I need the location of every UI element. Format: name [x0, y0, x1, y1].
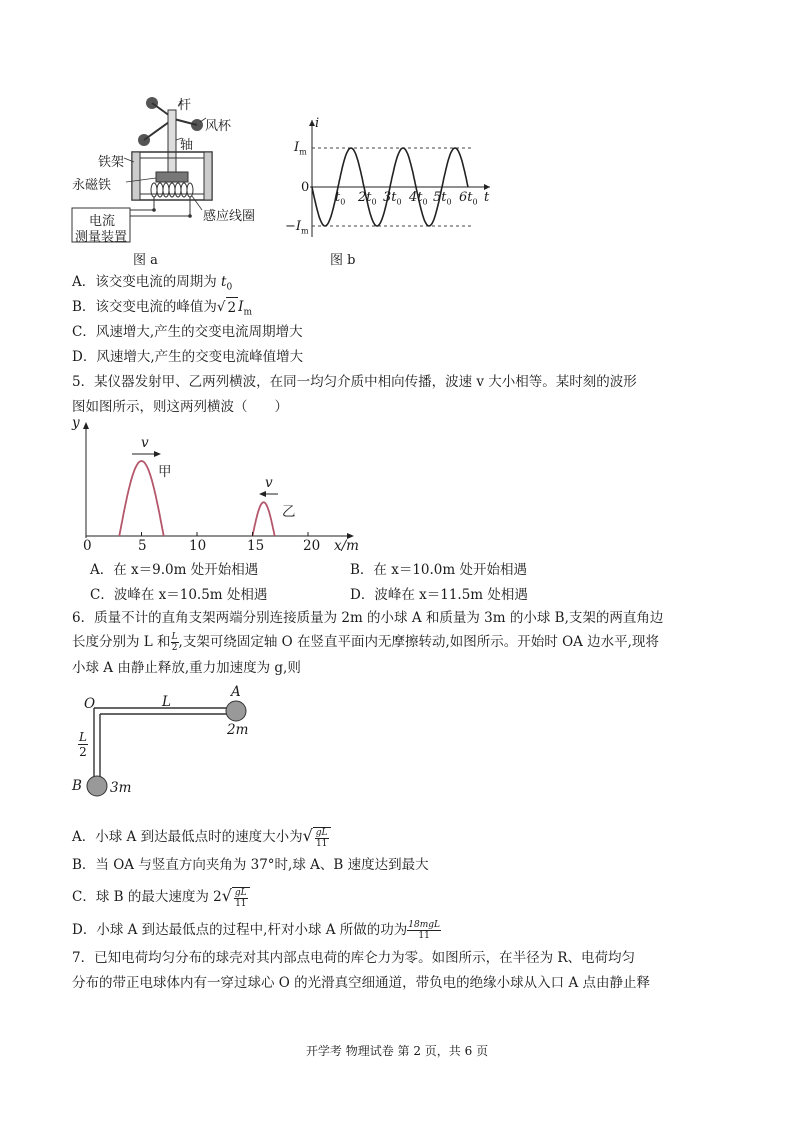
yi-v-label: v — [265, 475, 273, 491]
fig-a-label-shaft: 轴 — [180, 138, 194, 153]
q6-stem-line-1: 6．质量不计的直角支架两端分别连接质量为 2m 的小球 A 和质量为 3m 的小球 B,支架的两直角边 — [72, 610, 664, 626]
fig-b-neg-Im: $-I_m$ — [285, 219, 309, 236]
fig-b-axis-t: t — [484, 190, 490, 205]
q6-stem-line-2: 长度分别为 L 和 $\frac{L}{2}$,支架可绕固定轴 O 在竖直平面内无摩擦转动,如图所示。开始时 OA 边水平,现将 — [72, 632, 659, 653]
q7-line-1: 7．已知电荷均匀分布的球壳对其内部点电荷的库仑力为零。如图所示，在半径为 R、电荷均匀 — [72, 950, 636, 966]
fig-b-tick-1: $t_0$ — [335, 190, 346, 207]
fig-b-tick-3: $3t_0$ — [383, 190, 402, 207]
fig-a-device-line-1: 电流 — [89, 214, 116, 229]
q5-option-d: D．波峰在 x＝11.5m 处相遇 — [350, 587, 528, 603]
q6-stem-line-3: 小球 A 由静止释放,重力加速度为 g,则 — [72, 660, 301, 676]
fig-a-device-line-2: 测量装置 — [75, 230, 128, 245]
bracket-rod — [94, 708, 232, 778]
fig-b-tick-6: $6t_0$ — [459, 190, 478, 207]
permanent-magnet — [156, 172, 188, 182]
q7-line-2: 分布的带正电球体内有一穿过球心 O 的光滑真空细通道，带负电的绝缘小球从入口 A 点由静止释 — [72, 975, 650, 991]
fig6-label-3m: 3m — [110, 780, 132, 796]
q5-stem-line-2: 图如图所示，则这两列横波（ ） — [72, 399, 288, 415]
q4-option-a: A．该交变电流的周期为 $t_0$ — [72, 274, 233, 293]
fig6-label-B: B — [72, 778, 82, 794]
fig-b-tick-5: $5t_0$ — [433, 190, 452, 207]
q5-option-a: A．在 x＝9.0m 处开始相遇 — [90, 562, 259, 578]
ball-b — [87, 776, 107, 796]
fig-a-label-magnet: 永磁铁 — [72, 178, 112, 193]
q4-option-c: C．风速增大,产生的交变电流周期增大 — [72, 324, 303, 340]
q5-stem-line-1: 5．某仪器发射甲、乙两列横波，在同一均匀介质中相向传播，波速 v 大小相等。某时刻的波形 — [72, 374, 637, 390]
fig-b-Im: $I_m$ — [294, 140, 307, 157]
induction-coil — [151, 183, 193, 197]
q4-option-d: D．风速增大,产生的交变电流峰值增大 — [72, 349, 304, 365]
yi-label: 乙 — [282, 504, 296, 520]
shaft — [168, 110, 176, 176]
wave-tick-15: 15 — [247, 538, 265, 554]
fig-b-axis-i: i — [315, 116, 320, 131]
wave-tick-20: 20 — [303, 538, 321, 554]
fig-a-label-coil: 感应线圈 — [203, 209, 256, 224]
wave-tick-0: 0 — [83, 538, 92, 554]
q6-option-a: A．小球 A 到达最低点时的速度大小为√ $\frac{gL}{11}$ — [72, 822, 331, 851]
wave-yi-curve — [253, 502, 275, 536]
figure-b-current-graph — [290, 112, 500, 242]
wave-x-label: x/m — [334, 538, 359, 554]
fig-b-zero: 0 — [301, 180, 310, 195]
q6-option-b: B．当 OA 与竖直方向夹角为 37°时,球 A、B 速度达到最大 — [72, 857, 429, 873]
q6-option-c: C．球 B 的最大速度为 2√ $\frac{gL}{11}$ — [72, 882, 250, 911]
fig6-label-A: A — [231, 684, 241, 700]
q5-option-b: B．在 x＝10.0m 处开始相遇 — [350, 562, 527, 578]
fig-a-label-frame: 铁架 — [98, 155, 125, 170]
wave-tick-10: 10 — [189, 538, 207, 554]
fig6-label-O: O — [84, 696, 96, 712]
q5-option-c: C．波峰在 x＝10.5m 处相遇 — [90, 587, 268, 603]
fig6-label-2m: 2m — [227, 722, 249, 738]
fig-b-tick-4: $4t_0$ — [409, 190, 428, 207]
fig-a-label-rod: 杆 — [178, 98, 192, 113]
jia-label: 甲 — [158, 464, 172, 480]
q4-option-b: B．该交变电流的峰值为√ 2 $I_m$ — [72, 299, 253, 318]
jia-v-label: v — [141, 435, 149, 451]
fig-b-tick-2: $2t_0$ — [358, 190, 377, 207]
wave-y-label: y — [72, 415, 80, 431]
q6-option-d: D．小球 A 到达最低点的过程中,杆对小球 A 所做的功为 $\frac{\text{18mgL}}{11}$ — [72, 920, 441, 941]
fig6-label-L: L — [162, 694, 171, 710]
page-footer: 开学考 物理试卷 第 2 页，共 6 页 — [305, 1044, 489, 1058]
fig-a-label-cup: 风杯 — [205, 119, 232, 134]
wave-tick-5: 5 — [138, 538, 147, 554]
fig-b-caption: 图 b — [330, 253, 356, 268]
fig6-label-half-L: $\frac{L}{2}$ — [79, 730, 87, 759]
ball-a — [226, 701, 246, 721]
wave-chart — [68, 416, 368, 556]
fig-a-caption: 图 a — [133, 253, 158, 268]
